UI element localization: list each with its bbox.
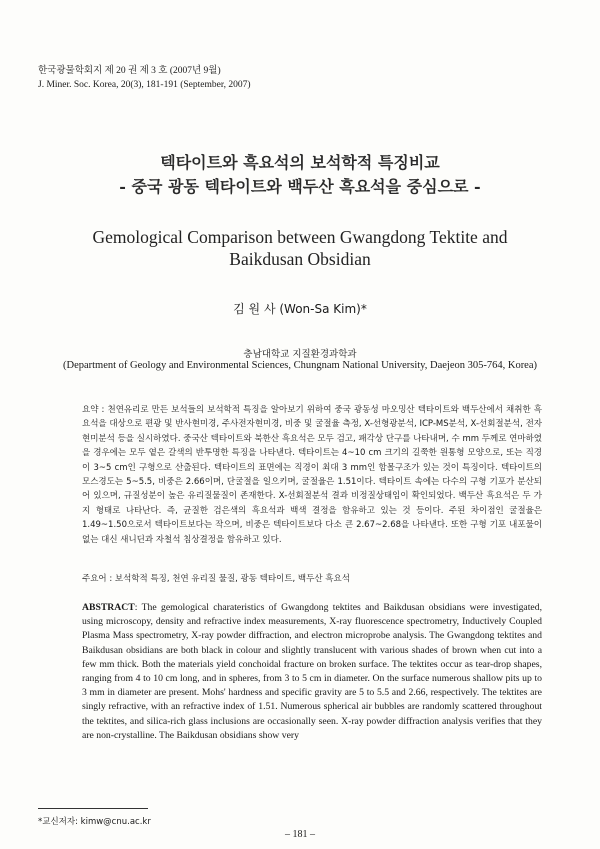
- abstract-label: ABSTRACT: [82, 602, 135, 613]
- keywords-korean: 주요어 : 보석학적 특징, 천연 유리질 물질, 광동 텍타이트, 백두산 흑요석: [82, 574, 350, 584]
- abstract-english: [82, 601, 542, 743]
- footnote-corresponding-author: *교신저자: kimw@cnu.ac.kr: [38, 817, 151, 827]
- page-number: – 181 –: [285, 829, 315, 840]
- journal-line-en: J. Miner. Soc. Korea, 20(3), 181-191 (September, 2007): [38, 80, 251, 90]
- subtitle-korean: - 중국 광동 텍타이트와 백두산 흑요석을 중심으로 -: [119, 177, 481, 196]
- affiliation-english: (Department of Geology and Environmental Sciences, Chungnam National University, Daejeon 305-764, Korea): [62, 360, 538, 371]
- abstract-korean: 요약 : 천연유리로 만든 보석들의 보석학적 특징을 알아보기 위하여 중국 광동성 마오밍산 텍타이트와 백두산에서 채취한 흑요석을 대상으로 편광 및 반사현미경, 주사전자현미경, 비중 및 굴절율 측정, X-선형광분석, ICP-MS분석, X-선회절분석, 전자현미분석 등을 실시하였다. 중국산 텍타이트와 북한산 흑요석은 모두 검고, 패각상 단구를 나타내며, 수 mm 두께로 연마하였을 경우에는 모두 옅은 갈색의 반투명한 특징을 나타낸다. 텍타이트는 4~10 cm 크기의 길쭉한 원통형 모양으로, 또는 직경이 3~5 cm인 구형으로 산출된다. 텍타이트의 표면에는 직경이 최대 3 mm인 함몰구조가 있는 것이 특징이다. 텍타이트의 모스경도는 5~5.5, 비중은 2.66이며, 단굴절을 일으키며, 굴절율은 1.51이다. 텍타이트 속에는 다수의 구형 기포가 분산되어 있으며, 규질성분이 높은 유리질물질이 존재한다. X-선회절분석 결과 비정질상태임이 확인되었다. 백두산 흑요석은 두 가지 형태로 나타난다. 즉, 균질한 검은색의 흑요석과 백색 결정을 함유하고 있는 것 등이다. 주된 차이점인 굴절율은 1.49~1.50으로서 텍타이트보다는 작으며, 비중은 텍타이트보다 다소 큰 2.67~2.68을 나타낸다. 또한 구형 기포 내포물이 없는 대신 새니딘과 자철석 침상결정을 함유하고 있다.: [82, 405, 542, 545]
- title-english-line2: Baikdusan Obsidian: [229, 249, 371, 269]
- affiliation-korean: 충남대학교 지질환경과학과: [243, 349, 357, 360]
- title-korean: 텍타이트와 흑요석의 보석학적 특징비교: [160, 153, 440, 172]
- journal-line-ko: 한국광물학회지 제 20 권 제 3 호 (2007년 9월): [38, 66, 221, 76]
- abstract-english-text: : The gemological charateristics of Gwangdong tektites and Baikdusan obsidians were investigated, using microscopy, density and refractive index measurements, X-ray fluorescence spectrometry, Inductively Coupled Plasma Mass spectrometry, X-ray powder diffraction, and electron microprobe analysis. The Gwangdong tektites and Baikdusan obsidians are both black in colour and slightly translucent with various shades of brown when cut into a few mm thick. Both the materials yield conchoidal fracture on broken surface. The tektites occur as tear-drop shapes, ranging from 4 to 10 cm long, and in spheres, from 3 to 5 cm in diameter. On the surface numerous shallow pits up to 3 mm in diameter are present. Mohs' hardness and specific gravity are 5 to 5.5 and 2.66, respectively. The tektites are singly refractive, with an refractive index of 1.51. Numerous spherical air bubbles are randomly scattered throughout the tektites, and silica-rich glass inclusions are occasionally seen. X-ray powder diffraction analysis verifies that they are non-crystalline. The Baikdusan obsidians show very: [82, 602, 542, 741]
- author: 김 원 사 (Won-Sa Kim)*: [233, 302, 367, 316]
- title-english-line1: Gemological Comparison between Gwangdong Tektite and: [92, 227, 508, 247]
- footnote-divider: [38, 808, 148, 809]
- journal-header: [38, 64, 251, 92]
